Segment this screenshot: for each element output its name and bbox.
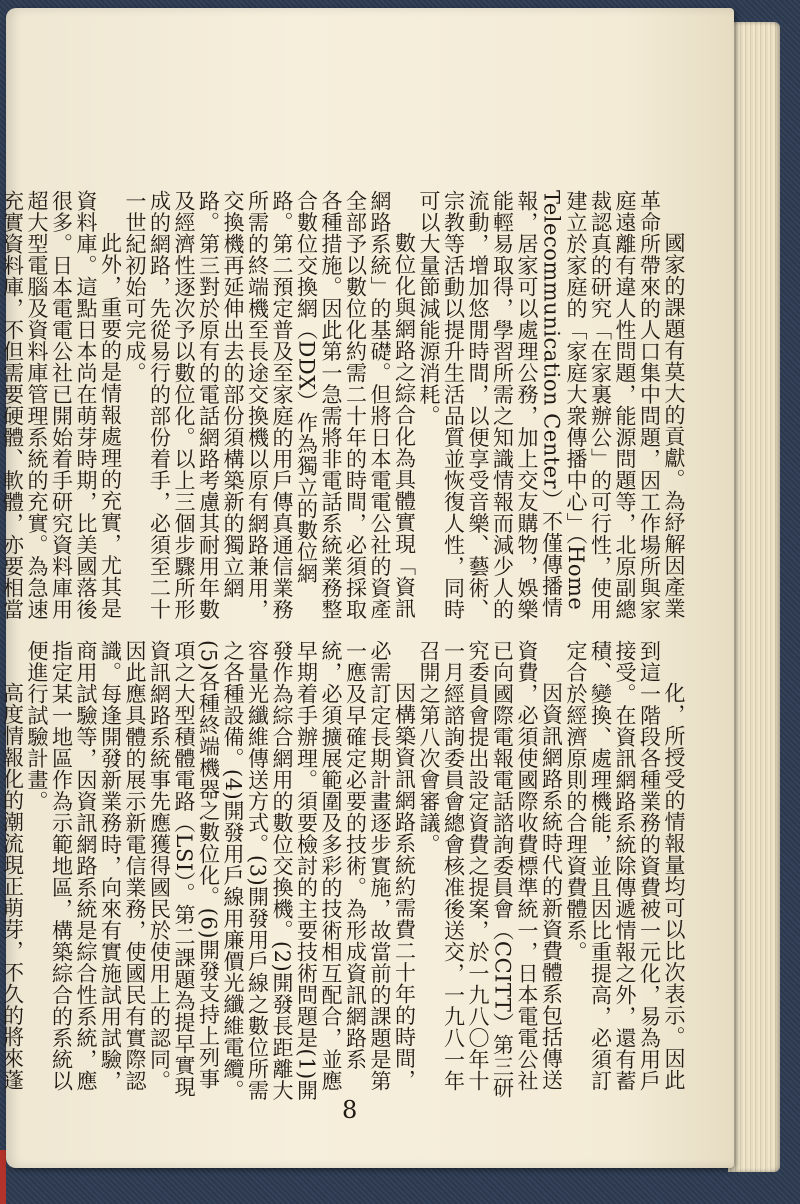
book-page xyxy=(0,8,734,1168)
paragraph: 高度情報化的潮流現正萌芽，不久的將來蓬 xyxy=(0,682,25,1091)
page-edges xyxy=(728,22,780,1172)
paragraph: 數位化與網路之綜合化為具體實現「資訊網路系統」的基礎。但將日本電電公社的資產全部予以數位化約需二十年的時間，必須採取各種措施。因此第一急需將非電話系統業務整合數位交換網（DDX）作為獨立的數位網路。第二預定普及至家庭的用戶傳真通信業務所需的終端機至長途交換機以原有網路兼用，交換機再延伸出去的部份須構築新的獨立網路。第三對於原有的電話網路考慮其耐用年數及經濟性逐次予以數位化。以上三個步驟所形成的網路，先從易行的部份着手，必須至二十一世紀初始可完成。 xyxy=(123,190,417,620)
paragraph: 因構築資訊網路系統約需費二十年的時間，必需訂定長期計畫逐步實施，故當前的課題是第一應及早確定必要的技術。為形成資訊網路系統，必須擴展範圍及多彩的技術相互配合，並應早期着手辦理。須要檢討的主要技術問題是(1)開發作為綜合網用的數位交換機。(2)開發長距離大容量光纖維傳送方式。(3)開發用戶線之數位所需之各種設備。(4)開發用戶線用廉價光纖維電纜。(5)各種終端機器之數位化。(6)開發支持上列事項之大型積體電路（LSI）。第二課題為提早實現資訊網路系統事先應獲得國民於使用上的認同。因此應具體的展示新電信業務，使國民有實際認識。每逢開發新業務時，向來有實施試用試驗，商用試驗等，因資訊網路系統是綜合性系統，應指定某一地區作為示範地區，構築綜合的系統以便進行試驗計畫。 xyxy=(25,640,417,1102)
page-number: 8 xyxy=(342,1096,358,1124)
lower-text-column xyxy=(0,640,686,1106)
paragraph: 國家的課題有莫大的貢獻。為紓解因產業革命所帶來的人口集中問題，因工作場所與家庭遠離有違人性問題，能源問題等，北原副總裁認真的研究「在家裏辦公」的可行性，使用建立於家庭的「家庭大衆傳播中心」（Home Telecommunication Center）不僅傳播情報，居家可以處理公務，加上交友購物，娛樂能輕易取得，學習所需之知識情報而減少人的流動，增加悠閒時間，以便享受音樂、藝術、宗教等活動以提升生活品質並恢復人性，同時可以大量節減能源消耗。 xyxy=(417,190,686,620)
paragraph: 此外，重要的是情報處理的充實，尤其是資料庫。這點日本尚在萌芽時期，比美國落後很多。日本電電公社已開始着手研究資料庫用超大型電腦及資料庫管理系統的充實。為急速充實資料庫，不但需要硬體、軟體，亦要相當 xyxy=(0,190,123,620)
paragraph: 化，所授受的情報量均可以比次表示。因此到這一階段各種業務的資費被一元化，易為用戶接受。在資訊網路系統除傳遞情報之外，還有蓄積、變換、處理機能，並且因比重提高，必須訂定合於經濟原則的合理資費體系。 xyxy=(564,640,686,1092)
upper-text-column xyxy=(0,190,686,625)
paragraph: 因資訊網路系統時代的新資費體系包括傳送資費，必須使國際收費標準統一，日本電電公社已向國際電報電話諮詢委員會（CCITT）第三研究委員會提出設定資費之提案，於一九八〇年十一月經諮詢委員會總會核准後送交，一九八一年召開之第八次會審議。 xyxy=(417,640,564,1099)
